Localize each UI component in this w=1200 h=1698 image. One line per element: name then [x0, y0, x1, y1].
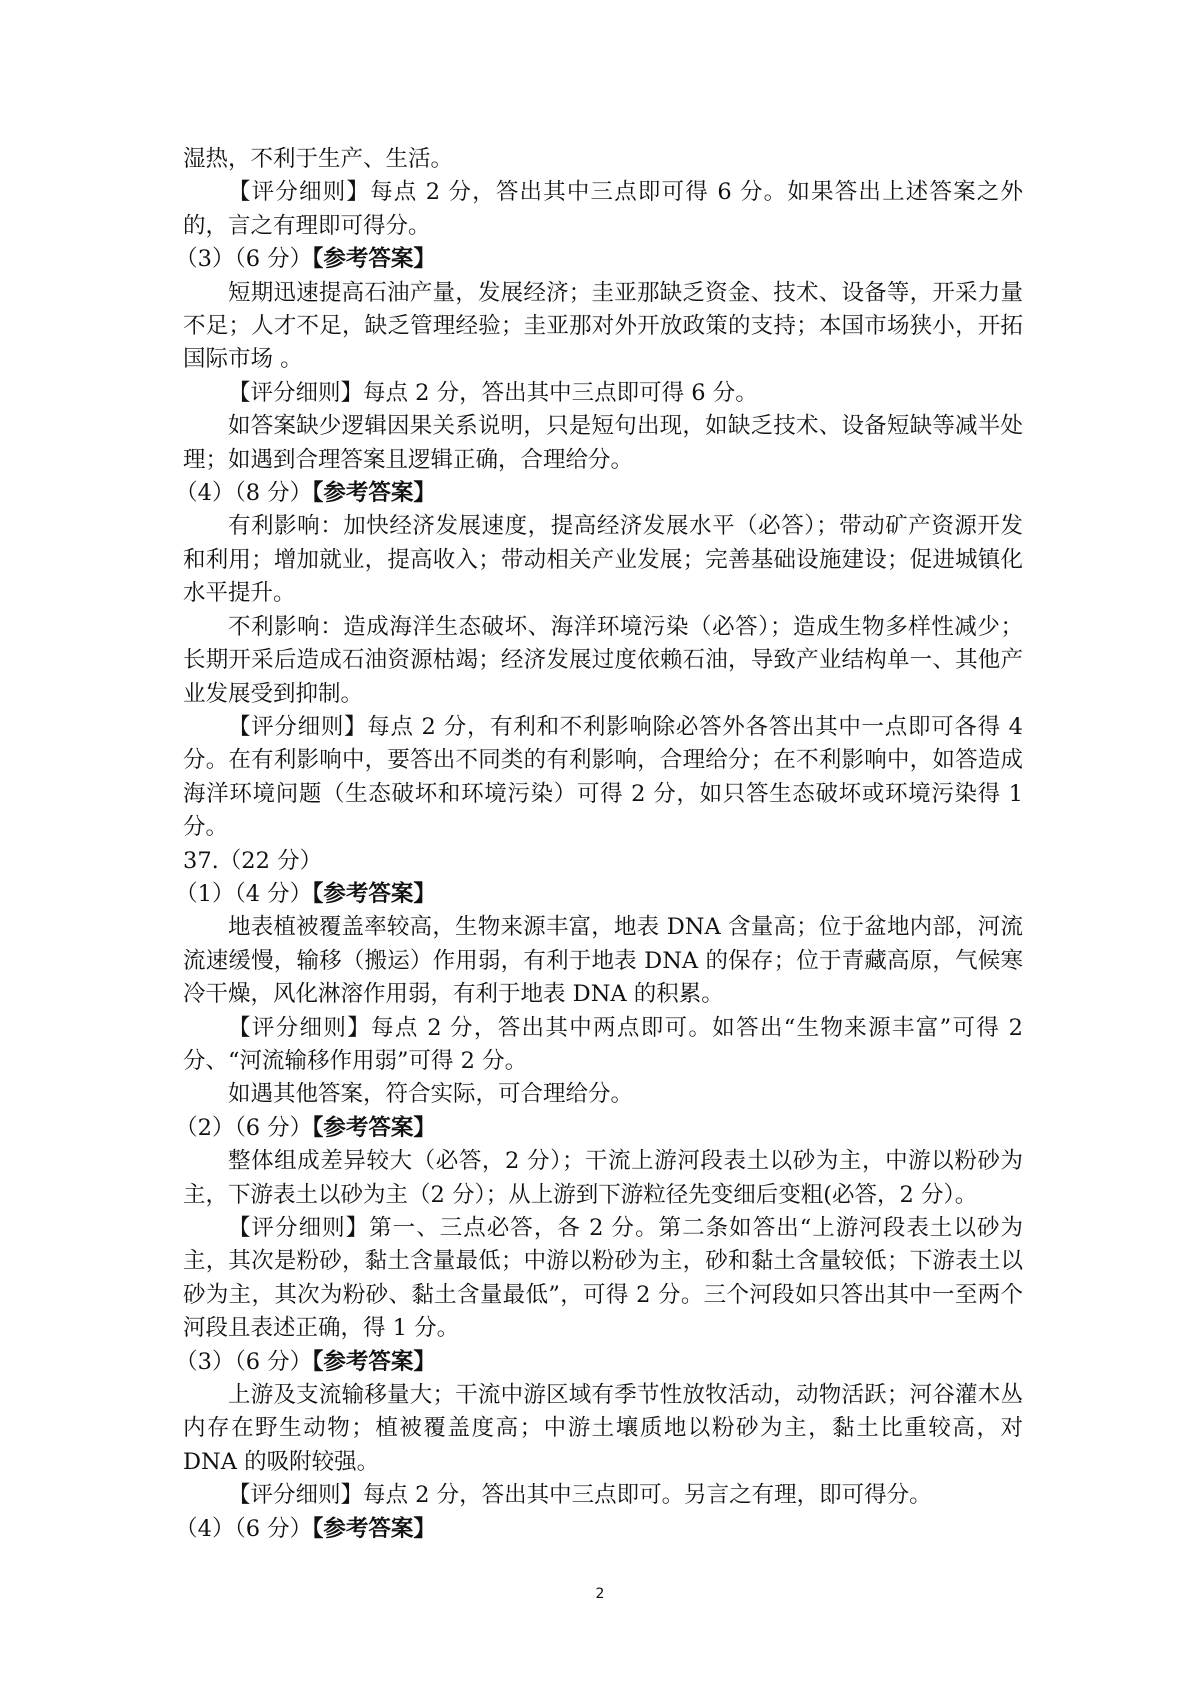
page-number: 2	[595, 1586, 605, 1602]
paragraph: 如遇其他答案，符合实际，可合理给分。	[228, 1081, 634, 1108]
paragraph: 不利影响：造成海洋生态破坏、海洋环境污染（必答）；造成生物多样性减少；长期开采后造成石油资源枯竭；经济发展过度依赖石油，导致产业结构单一、其他产业发展受到抑制。	[183, 613, 1023, 707]
question-heading	[175, 477, 1023, 510]
paragraph: 【评分细则】每点 2 分，答出其中三点即可得 6 分。	[228, 379, 758, 406]
reference-answer-label: 【参考答案】	[312, 1348, 436, 1375]
question-label: （3）（6 分）	[175, 1348, 313, 1375]
reference-answer-label: 【参考答案】	[312, 246, 436, 273]
question-label: （1）（4 分）	[175, 880, 313, 907]
reference-answer-label: 【参考答案】	[312, 480, 436, 507]
paragraph: 地表植被覆盖率较高，生物来源丰富，地表 DNA 含量高；位于盆地内部，河流流速缓慢，输移（搬运）作用弱，有利于地表 DNA 的保存；位于青藏高原，气候寒冷干燥，风化淋溶作用弱，有利于地表 DNA 的积累。	[183, 914, 1023, 1008]
paragraph: 【评分细则】每点 2 分，答出其中三点即可得 6 分。如果答出上述答案之外的，言之有理即可得分。	[183, 179, 1023, 239]
question-label: （2）（6 分）	[175, 1114, 313, 1141]
question-heading	[175, 1112, 1023, 1145]
question-heading	[175, 878, 1023, 911]
paragraph: 上游及支流输移量大；干流中游区域有季节性放牧活动，动物活跃；河谷灌木丛内存在野生动物；植被覆盖度高；中游土壤质地以粉砂为主，黏土比重较高，对 DNA 的吸附较强。	[183, 1382, 1023, 1475]
paragraph: 如答案缺少逻辑因果关系说明，只是短句出现，如缺乏技术、设备短缺等减半处理；如遇到合理答案且逻辑正确，合理给分。	[183, 413, 1023, 473]
paragraph: 【评分细则】第一、三点必答，各 2 分。第二条如答出“上游河段表土以砂为主，其次是粉砂，黏土含量最低；中游以粉砂为主，砂和黏土含量较低；下游表土以砂为主，其次为粉砂、黏土含量最低”，可得 2 分。三个河段如只答出其中一至两个河段且表述正确，得 1 分。	[183, 1215, 1023, 1342]
paragraph: 整体组成差异较大（必答，2 分）；干流上游河段表土以砂为主，中游以粉砂为主，下游表土以砂为主（2 分）；从上游到下游粒径先变细后变粗(必答，2 分）。	[183, 1148, 1023, 1208]
paragraph: 有利影响：加快经济发展速度，提高经济发展水平（必答）；带动矿产资源开发和利用；增加就业，提高收入；带动相关产业发展；完善基础设施建设；促进城镇化水平提升。	[183, 513, 1023, 607]
question-label: （4）（6 分）	[175, 1515, 313, 1542]
reference-answer-label: 【参考答案】	[312, 1515, 436, 1542]
question-heading	[175, 243, 1023, 276]
question-label: （4）（8 分）	[175, 480, 313, 507]
reference-answer-label: 【参考答案】	[312, 880, 436, 907]
paragraph: 湿热，不利于生产、生活。	[183, 146, 454, 172]
document-body	[175, 143, 1023, 1546]
paragraph: 短期迅速提高石油产量，发展经济；圭亚那缺乏资金、技术、设备等，开采力量不足；人才不足，缺乏管理经验；圭亚那对外开放政策的支持；本国市场狭小，开拓国际市场 。	[183, 279, 1023, 373]
paragraph: 【评分细则】每点 2 分，有利和不利影响除必答外各答出其中一点即可各得 4 分。在有利影响中，要答出不同类的有利影响，合理给分；在不利影响中，如答造成海洋环境问题（生态破坏和环境污染）可得 2 分，如只答生态破坏或环境污染得 1 分。	[183, 713, 1023, 841]
paragraph: 【评分细则】每点 2 分，答出其中两点即可。如答出“生物来源丰富”可得 2 分、“河流输移作用弱”可得 2 分。	[183, 1014, 1023, 1074]
question-heading	[175, 1346, 1023, 1379]
reference-answer-label: 【参考答案】	[312, 1114, 436, 1141]
paragraph: 【评分细则】每点 2 分，答出其中三点即可。另言之有理，即可得分。	[228, 1482, 932, 1509]
question-heading	[175, 1513, 1023, 1546]
paragraph: 37.（22 分）	[183, 847, 323, 874]
question-label: （3）（6 分）	[175, 246, 313, 273]
